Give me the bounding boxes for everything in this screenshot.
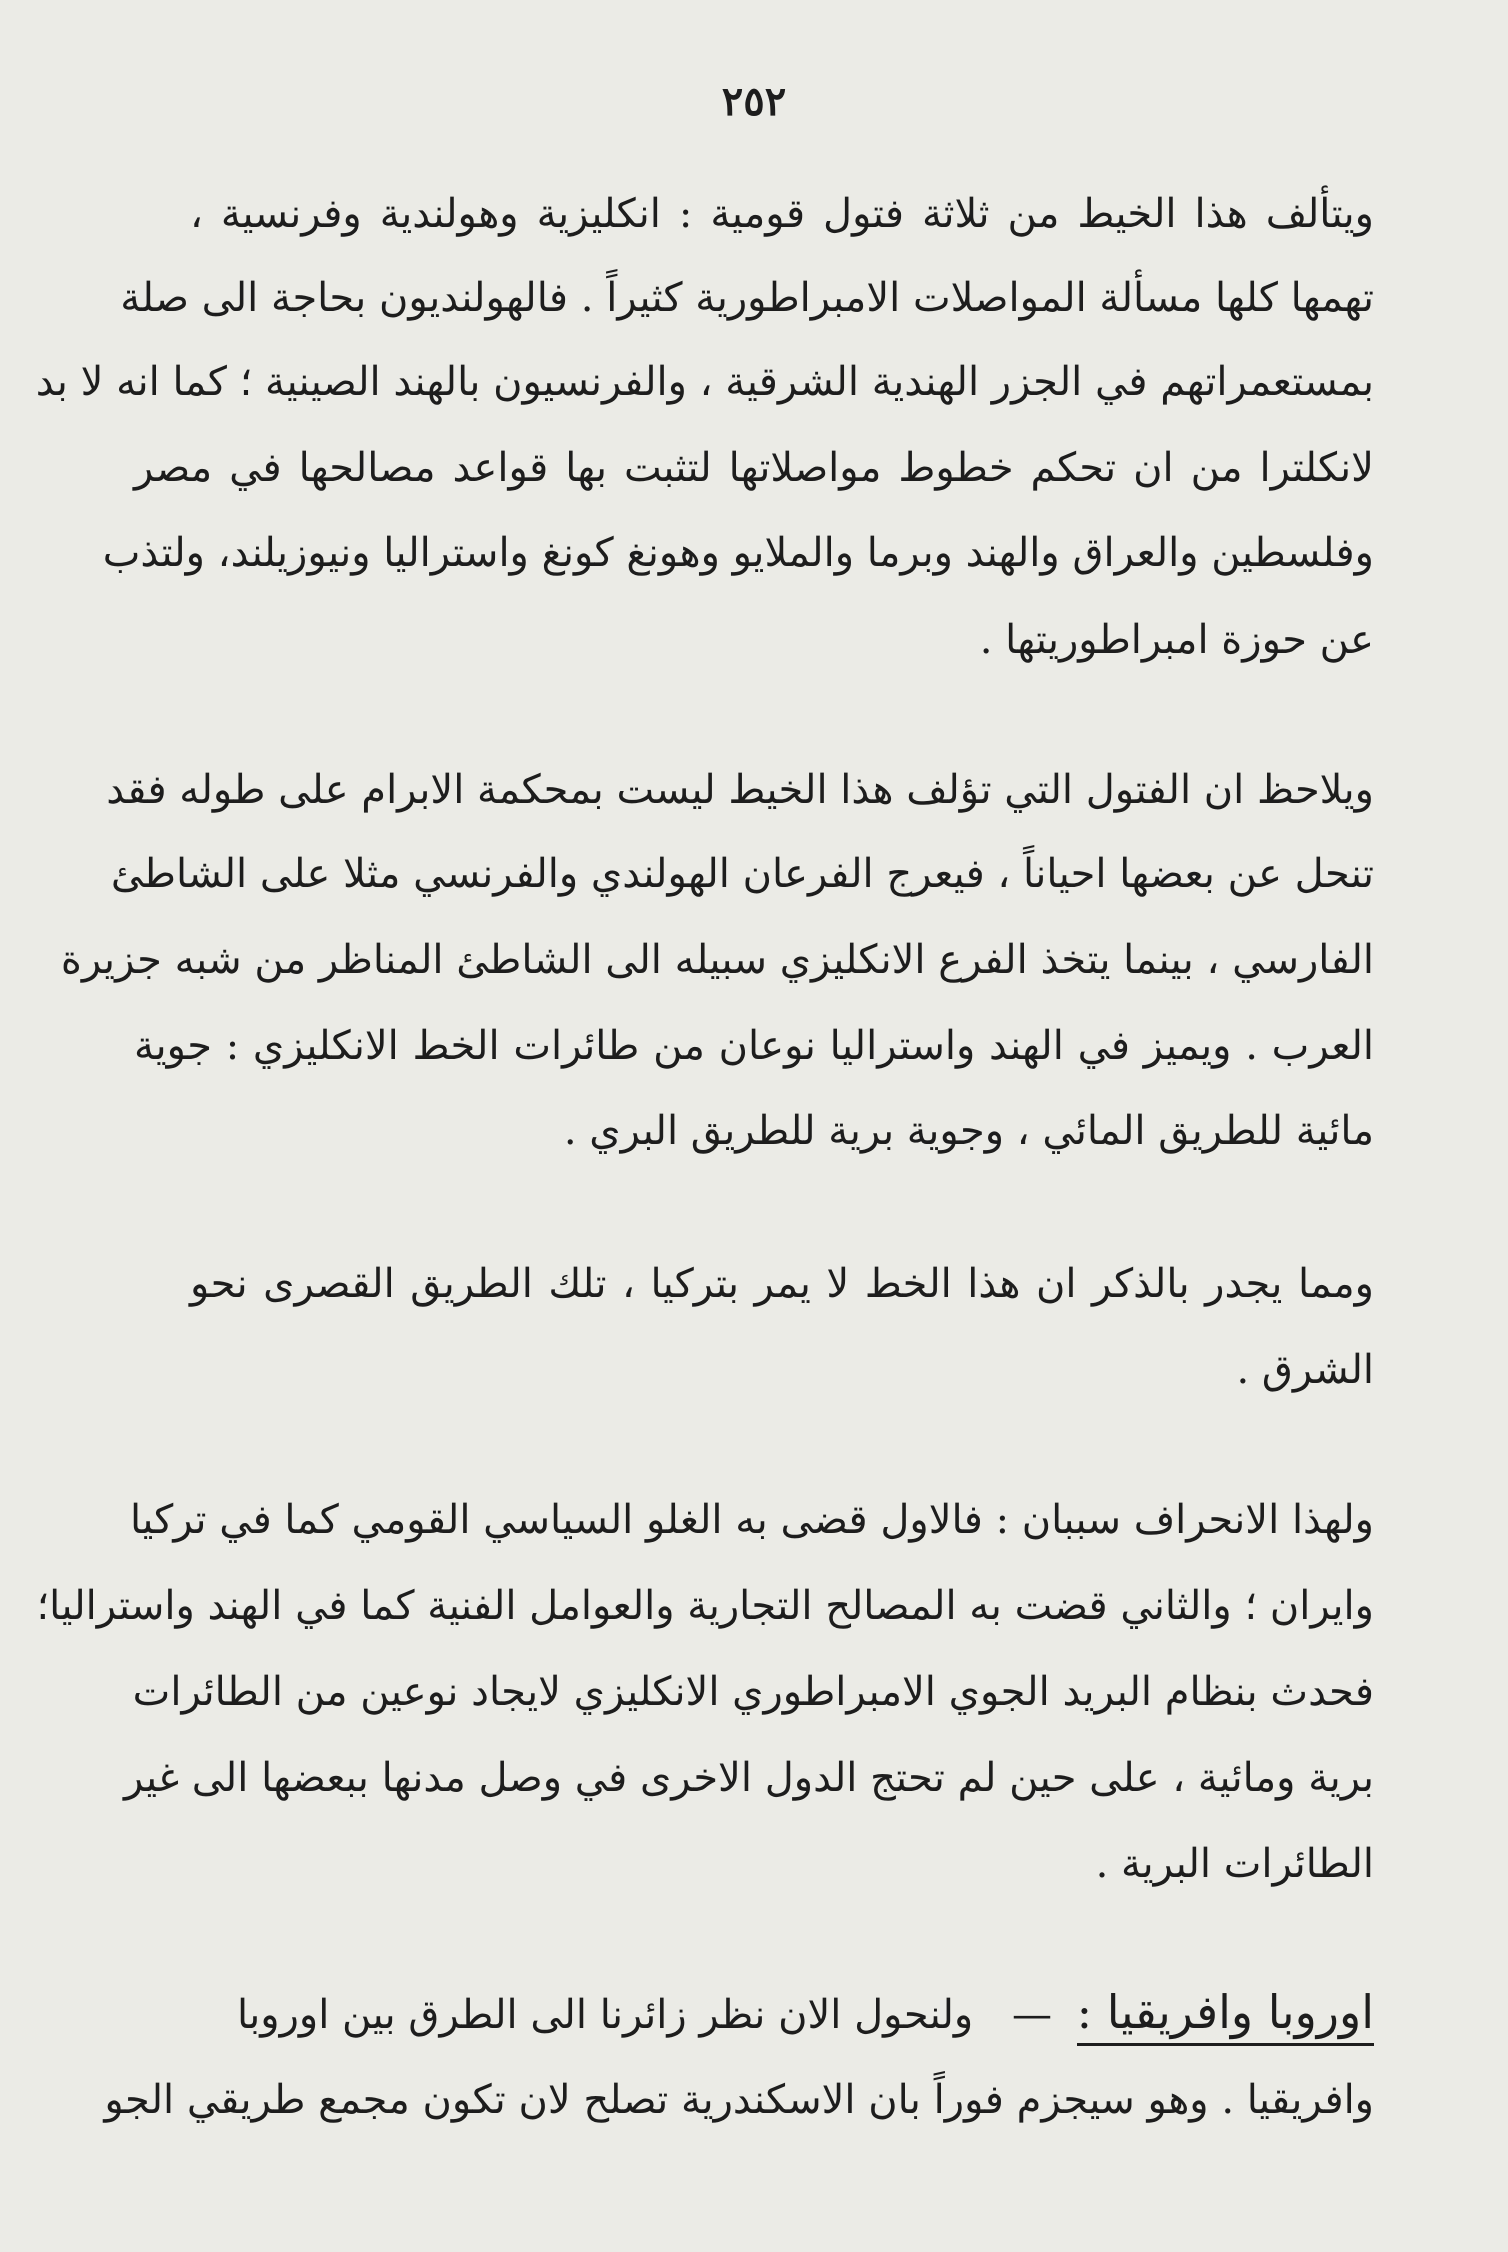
text-line-19: ولنحول الان نظر زائرنا الى الطرق بين اوروبا — [236, 1992, 974, 2038]
text-line-11: مائية للطريق المائي ، وجوية برية للطريق البري . — [563, 1108, 1374, 1154]
text-line-8: تنحل عن بعضها احياناً ، فيعرج الفرعان الهولندي والفرنسي مثلا على الشاطئ — [110, 851, 1374, 897]
text-line-13: الشرق . — [1236, 1347, 1374, 1393]
text-line-14: ولهذا الانحراف سببان : فالاول قضى به الغلو السياسي القومي كما في تركيا — [130, 1497, 1374, 1543]
text-line-2: تهمها كلها مسألة المواصلات الامبراطورية كثيراً . فالهولنديون بحاجة الى صلة — [120, 275, 1374, 321]
text-line-6: عن حوزة امبراطوريتها . — [979, 617, 1374, 663]
text-line-18: الطائرات البرية . — [1095, 1841, 1374, 1887]
text-line-1: ويتألف هذا الخيط من ثلاثة فتول قومية : انكليزية وهولندية وفرنسية ، — [190, 191, 1374, 237]
text-line-20: وافريقيا . وهو سيجزم فوراً بان الاسكندرية تصلح لان تكون مجمع طريقي الجو — [104, 2077, 1374, 2123]
section-heading: اوروبا وافريقيا : — [1077, 1985, 1374, 2046]
text-line-7: ويلاحظ ان الفتول التي تؤلف هذا الخيط ليست بمحكمة الابرام على طوله فقد — [106, 767, 1374, 813]
text-line-17: برية ومائية ، على حين لم تحتج الدول الاخرى في وصل مدنها ببعضها الى غير — [123, 1755, 1374, 1801]
text-line-4: لانكلترا من ان تحكم خطوط مواصلاتها لتثبت بها قواعد مصالحها في مصر — [134, 445, 1374, 491]
text-line-3: بمستعمراتهم في الجزر الهندية الشرقية ، والفرنسيون بالهند الصينية ؛ كما انه لا بد — [35, 359, 1374, 405]
text-line-9: الفارسي ، بينما يتخذ الفرع الانكليزي سبيله الى الشاطئ المناظر من شبه جزيرة — [60, 937, 1374, 983]
text-line-16: فحدث بنظام البريد الجوي الامبراطوري الانكليزي لايجاد نوعين من الطائرات — [132, 1669, 1374, 1715]
text-line-15: وايران ؛ والثاني قضت به المصالح التجارية والعوامل الفنية كما في الهند واستراليا؛ — [36, 1583, 1374, 1629]
page-number: ٢٥٢ — [721, 78, 787, 125]
section-line — [134, 1984, 1374, 2040]
section-dash: — — [1011, 1992, 1052, 2038]
text-line-5: وفلسطين والعراق والهند وبرما والملايو وهونغ كونغ واستراليا ونيوزيلند، ولتذب — [102, 530, 1374, 576]
text-line-10: العرب . ويميز في الهند واستراليا نوعان من طائرات الخط الانكليزي : جوية — [134, 1023, 1374, 1069]
text-line-12: ومما يجدر بالذكر ان هذا الخط لا يمر بتركيا ، تلك الطريق القصرى نحو — [190, 1261, 1374, 1307]
